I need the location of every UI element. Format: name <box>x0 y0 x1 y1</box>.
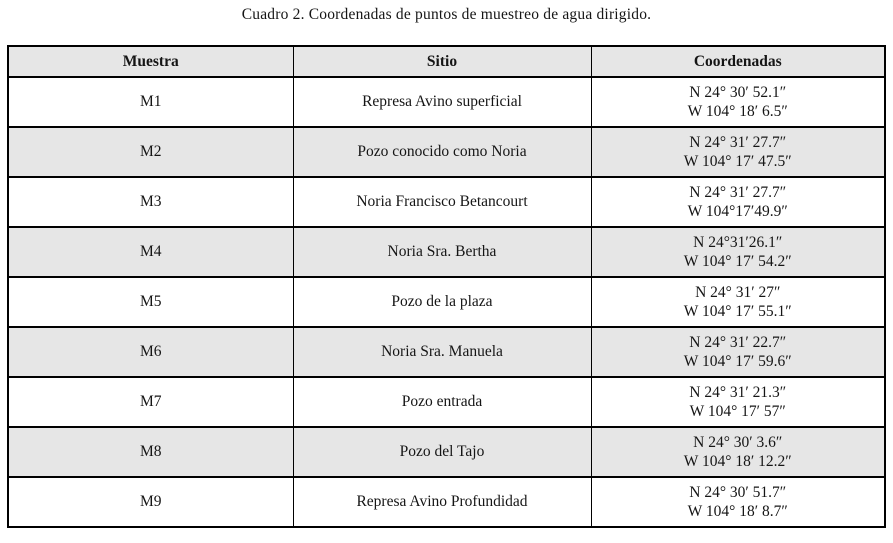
coordenadas-cell <box>591 177 885 227</box>
coordinate-north: N 24°31′26.1″ <box>693 234 783 251</box>
coordinate-north: N 24° 31′ 27.7″ <box>689 134 787 151</box>
sitio-cell: Pozo conocido como Noria <box>293 127 591 177</box>
coordinate-west: W 104° 17′ 55.1″ <box>683 303 792 320</box>
coordinate-west: W 104° 17′ 47.5″ <box>683 153 792 170</box>
sitio-cell: Pozo entrada <box>293 377 591 427</box>
coordenadas-cell <box>591 127 885 177</box>
coordenadas-cell <box>591 277 885 327</box>
sitio-cell: Pozo de la plaza <box>293 277 591 327</box>
coordinate-north: N 24° 31′ 27″ <box>695 284 781 301</box>
coordinates-table <box>7 45 886 528</box>
coordinate-west: W 104° 18′ 12.2″ <box>683 453 792 470</box>
sitio-cell: Represa Avino superficial <box>293 77 591 127</box>
sitio-cell: Noria Sra. Bertha <box>293 227 591 277</box>
coordenadas-cell <box>591 327 885 377</box>
coordinate-north: N 24° 31′ 27.7″ <box>689 184 787 201</box>
muestra-cell: M3 <box>8 177 293 227</box>
header-coordenadas: Coordenadas <box>591 46 885 77</box>
table-row <box>8 477 885 527</box>
sitio-cell: Pozo del Tajo <box>293 427 591 477</box>
coordenadas-cell <box>591 477 885 527</box>
muestra-cell: M6 <box>8 327 293 377</box>
muestra-cell: M1 <box>8 77 293 127</box>
coordinate-north: N 24° 30′ 51.7″ <box>689 484 787 501</box>
header-muestra: Muestra <box>8 46 293 77</box>
header-row <box>8 46 885 77</box>
coordenadas-cell <box>591 427 885 477</box>
sitio-cell: Represa Avino Profundidad <box>293 477 591 527</box>
table-row <box>8 227 885 277</box>
coordinate-west: W 104° 18′ 8.7″ <box>687 503 788 520</box>
coordinate-north: N 24° 30′ 52.1″ <box>689 84 787 101</box>
muestra-cell: M2 <box>8 127 293 177</box>
table-row <box>8 377 885 427</box>
coordinate-west: W 104° 17′ 57″ <box>689 403 786 420</box>
table-row <box>8 127 885 177</box>
coordinate-west: W 104°17′49.9″ <box>687 203 788 220</box>
coordinate-west: W 104° 18′ 6.5″ <box>687 103 788 120</box>
coordenadas-cell <box>591 227 885 277</box>
coordenadas-cell <box>591 377 885 427</box>
muestra-cell: M9 <box>8 477 293 527</box>
muestra-cell: M5 <box>8 277 293 327</box>
coordinate-north: N 24° 31′ 21.3″ <box>689 384 787 401</box>
coordinate-north: N 24° 30′ 3.6″ <box>693 434 783 451</box>
table-caption: Cuadro 2. Coordenadas de puntos de muestreo de agua dirigido. <box>241 6 652 23</box>
sitio-cell: Noria Sra. Manuela <box>293 327 591 377</box>
header-sitio: Sitio <box>293 46 591 77</box>
coordenadas-cell <box>591 77 885 127</box>
table-row <box>8 177 885 227</box>
table-row <box>8 277 885 327</box>
coordinate-west: W 104° 17′ 59.6″ <box>683 353 792 370</box>
coordinate-west: W 104° 17′ 54.2″ <box>683 253 792 270</box>
table-row <box>8 327 885 377</box>
muestra-cell: M4 <box>8 227 293 277</box>
muestra-cell: M7 <box>8 377 293 427</box>
coordinate-north: N 24° 31′ 22.7″ <box>689 334 787 351</box>
muestra-cell: M8 <box>8 427 293 477</box>
sitio-cell: Noria Francisco Betancourt <box>293 177 591 227</box>
table-row <box>8 77 885 127</box>
table-row <box>8 427 885 477</box>
